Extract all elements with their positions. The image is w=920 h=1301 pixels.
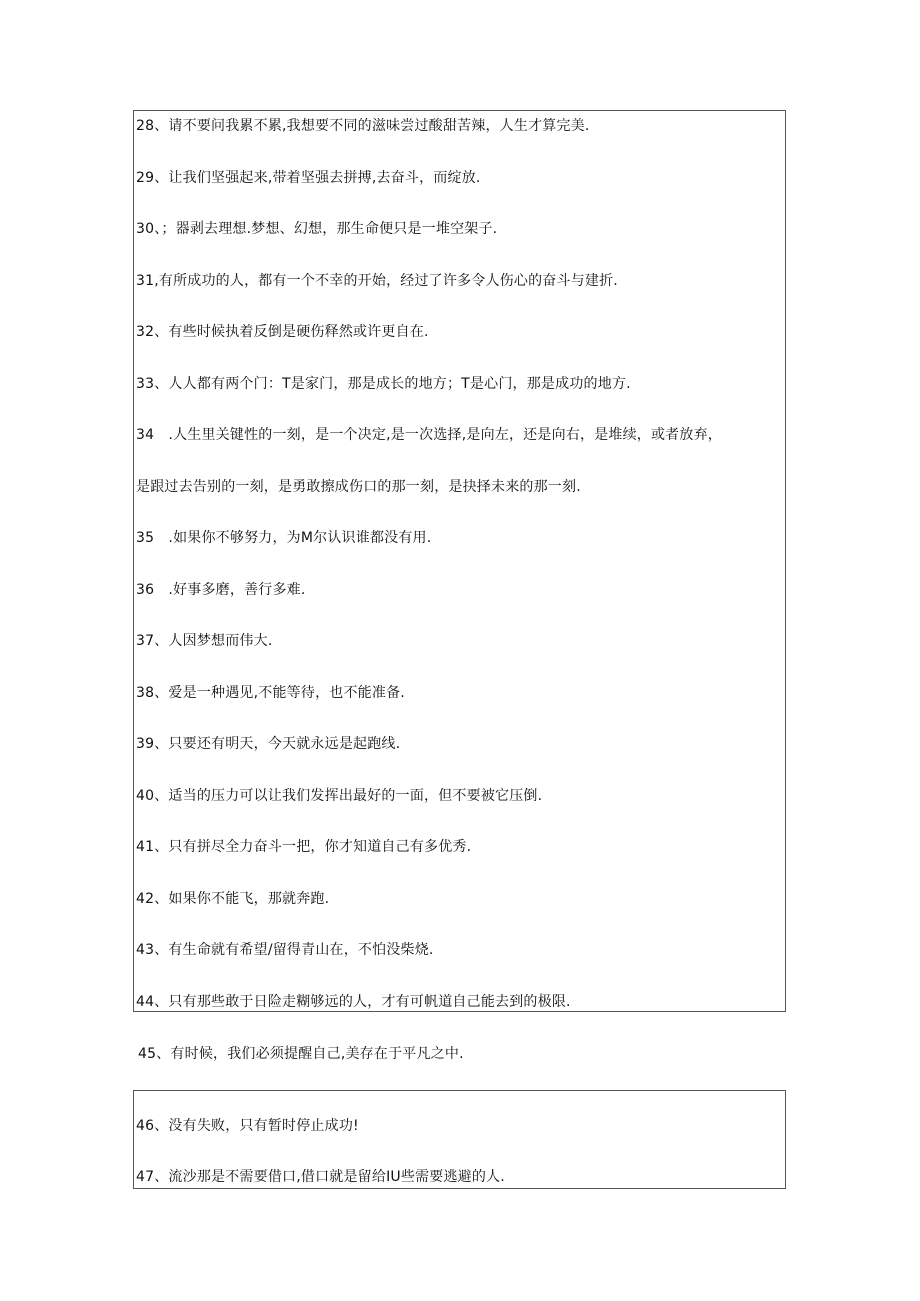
quote-30: 30、；器剥去理想.梦想、幻想，那生命便只是一堆空架子. [136, 221, 498, 237]
quote-43: 43、有生命就有希望/留得青山在，不怕没柴烧. [136, 942, 434, 958]
quote-41: 41、只有拼尽全力奋斗一把，你才知道自己有多优秀. [136, 839, 472, 855]
quote-46: 46、没有失败，只有暂时停止成功! [136, 1118, 359, 1134]
quote-34-part1: 34 .人生里关键性的一刻，是一个决定,是一次选择,是向左，还是向右，是堆续，或者放弃， [136, 427, 722, 443]
quote-39: 39、只要还有明天，今天就永远是起跑线. [136, 736, 401, 752]
quote-34-part2: 是跟过去告别的一刻，是勇敢擦成伤口的那一刻，是抉择未来的那一刻. [136, 479, 581, 495]
quote-36: 36 .好事多磨，善行多难. [136, 582, 306, 598]
quote-29: 29、让我们坚强起来,带着坚强去拼搏,去奋斗，而绽放. [136, 170, 481, 186]
quote-44: 44、只有那些敢于日险走糊够远的人，才有可帆道自己能去到的极限. [136, 994, 571, 1010]
quote-33: 33、人人都有两个门：T是家门，那是成长的地方；T是心门，那是成功的地方. [136, 376, 631, 392]
quote-42: 42、如果你不能飞，那就奔跑. [136, 891, 330, 907]
quote-box-1 [133, 110, 786, 1012]
quote-31: 31,有所成功的人，都有一个不幸的开始，经过了许多令人伤心的奋斗与建折. [136, 273, 618, 289]
quote-40: 40、适当的压力可以让我们发挥出最好的一面，但不要被它压倒. [136, 788, 543, 804]
quote-37: 37、人因梦想而伟大. [136, 633, 273, 649]
quote-47: 47、流沙那是不需要借口,借口就是留给IU些需要逃避的人. [136, 1169, 505, 1185]
quote-35: 35 .如果你不够努力，为M尔认识谁都没有用. [136, 530, 432, 546]
quote-28: 28、请不要问我累不累,我想要不同的滋味尝过酸甜苦辣，人生才算完美. [136, 118, 590, 134]
quote-45: 45、有时候，我们必须提醒自己,美存在于平凡之中. [138, 1046, 464, 1062]
quote-32: 32、有些时候执着反倒是硬伤释然或许更自在. [136, 324, 429, 340]
quote-38: 38、爱是一种遇见,不能等待，也不能准备. [136, 685, 405, 701]
